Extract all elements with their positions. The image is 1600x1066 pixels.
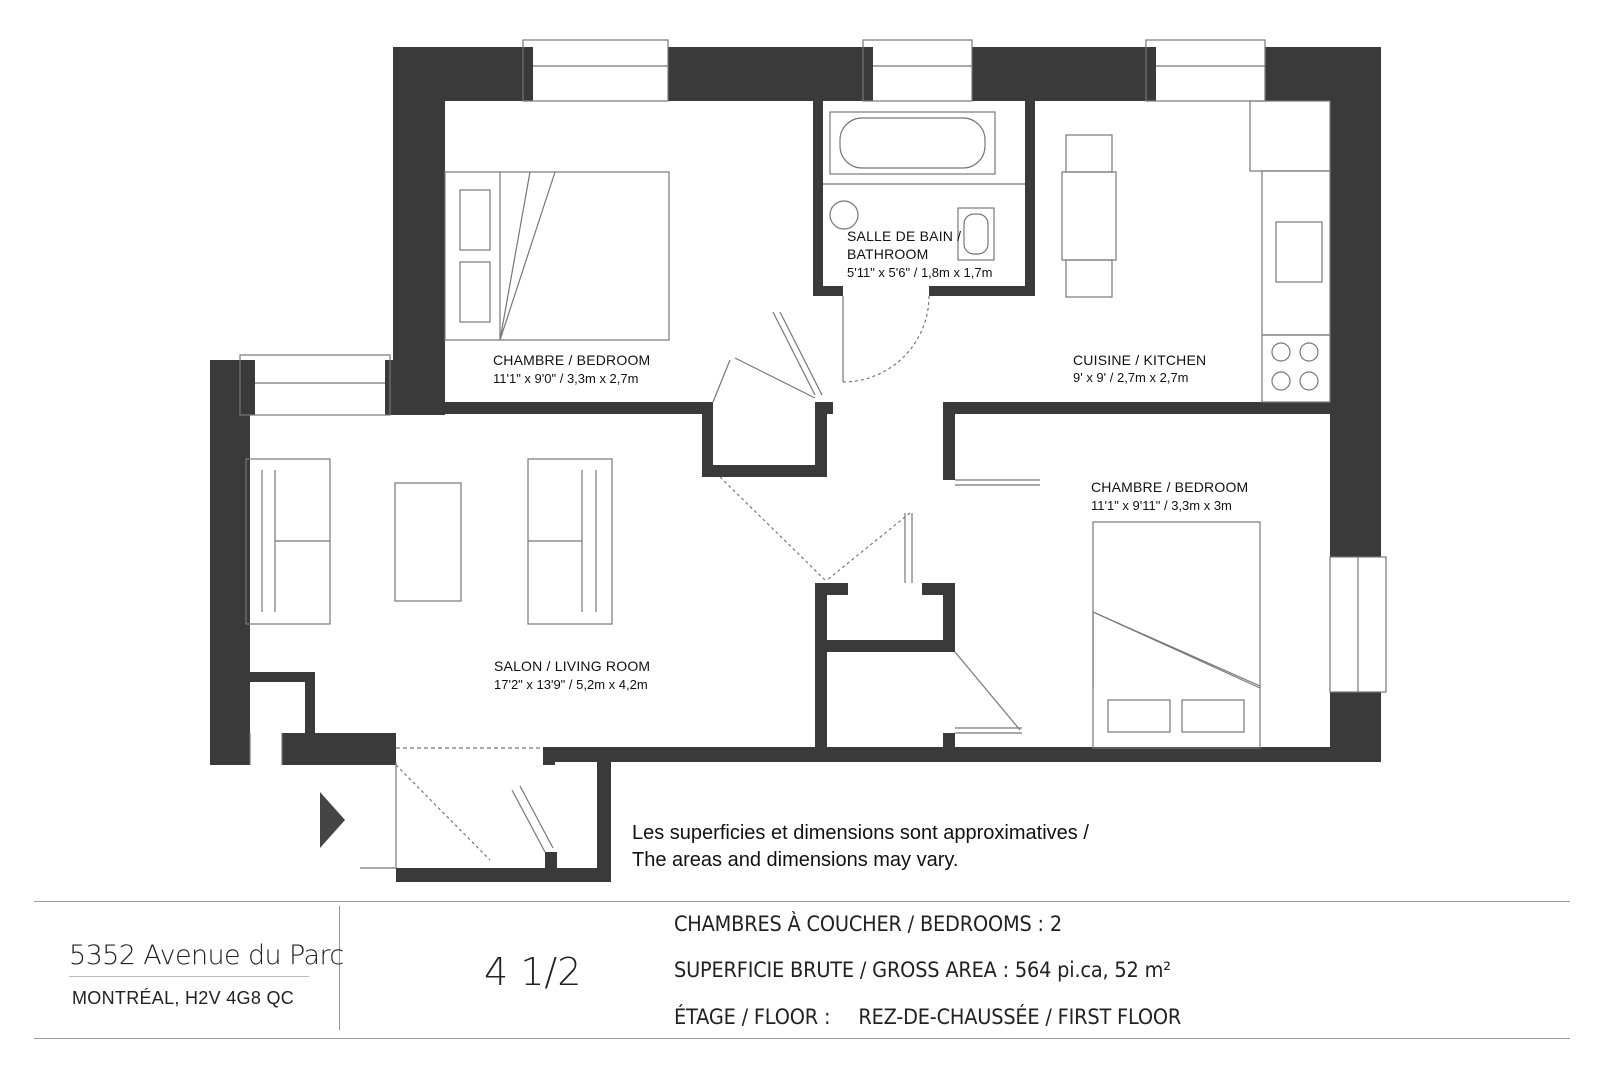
- area-label: SUPERFICIE BRUTE / GROSS AREA :: [674, 958, 1009, 982]
- footer-bottom-rule: [34, 1038, 1570, 1039]
- floor-value: REZ-DE-CHAUSSÉE / FIRST FLOOR: [858, 1005, 1182, 1029]
- room-labels: [493, 228, 1248, 692]
- bedroom2-name: CHAMBRE / BEDROOM: [1091, 479, 1249, 495]
- disclaimer-note: [632, 820, 1089, 874]
- bedroom2-dims: 11'1" x 9'11" / 3,3m x 3m: [1091, 498, 1232, 513]
- bedroom1-name: CHAMBRE / BEDROOM: [493, 352, 651, 368]
- bedrooms-info: [674, 912, 1062, 936]
- address: 5352 Avenue du Parc: [69, 940, 344, 971]
- footer-top-rule: [34, 901, 1570, 902]
- walls: [210, 47, 1381, 882]
- bathroom-name-line1: SALLE DE BAIN /: [847, 228, 962, 244]
- bedrooms-label: CHAMBRES À COUCHER / BEDROOMS :: [674, 912, 1044, 936]
- unit-type: 4 1/2: [484, 950, 582, 994]
- bathroom-dims: 5'11" x 5'6" / 1,8m x 1,7m: [847, 265, 993, 280]
- address-underline: [69, 976, 309, 977]
- entrance-arrow-icon: [320, 792, 345, 848]
- area-info: [674, 958, 1171, 982]
- floor-label: ÉTAGE / FLOOR :: [674, 1005, 831, 1029]
- disclaimer-line1: Les superficies et dimensions sont approximatives /: [632, 822, 1089, 844]
- living-room-dims: 17'2" x 13'9" / 5,2m x 4,2m: [494, 677, 648, 692]
- floor-info: [674, 1005, 1181, 1029]
- city: MONTRÉAL, H2V 4G8 QC: [72, 988, 295, 1008]
- kitchen-name: CUISINE / KITCHEN: [1073, 352, 1207, 368]
- living-room-name: SALON / LIVING ROOM: [494, 658, 651, 674]
- bedroom1-dims: 11'1" x 9'0" / 3,3m x 2,7m: [493, 371, 639, 386]
- bathroom-name-line2: BATHROOM: [847, 246, 929, 262]
- disclaimer-line2: The areas and dimensions may vary.: [632, 849, 959, 871]
- kitchen-dims: 9' x 9' / 2,7m x 2,7m: [1073, 370, 1189, 385]
- area-value: 564 pi.ca, 52 m²: [1014, 958, 1171, 982]
- bedrooms-value: 2: [1049, 912, 1062, 936]
